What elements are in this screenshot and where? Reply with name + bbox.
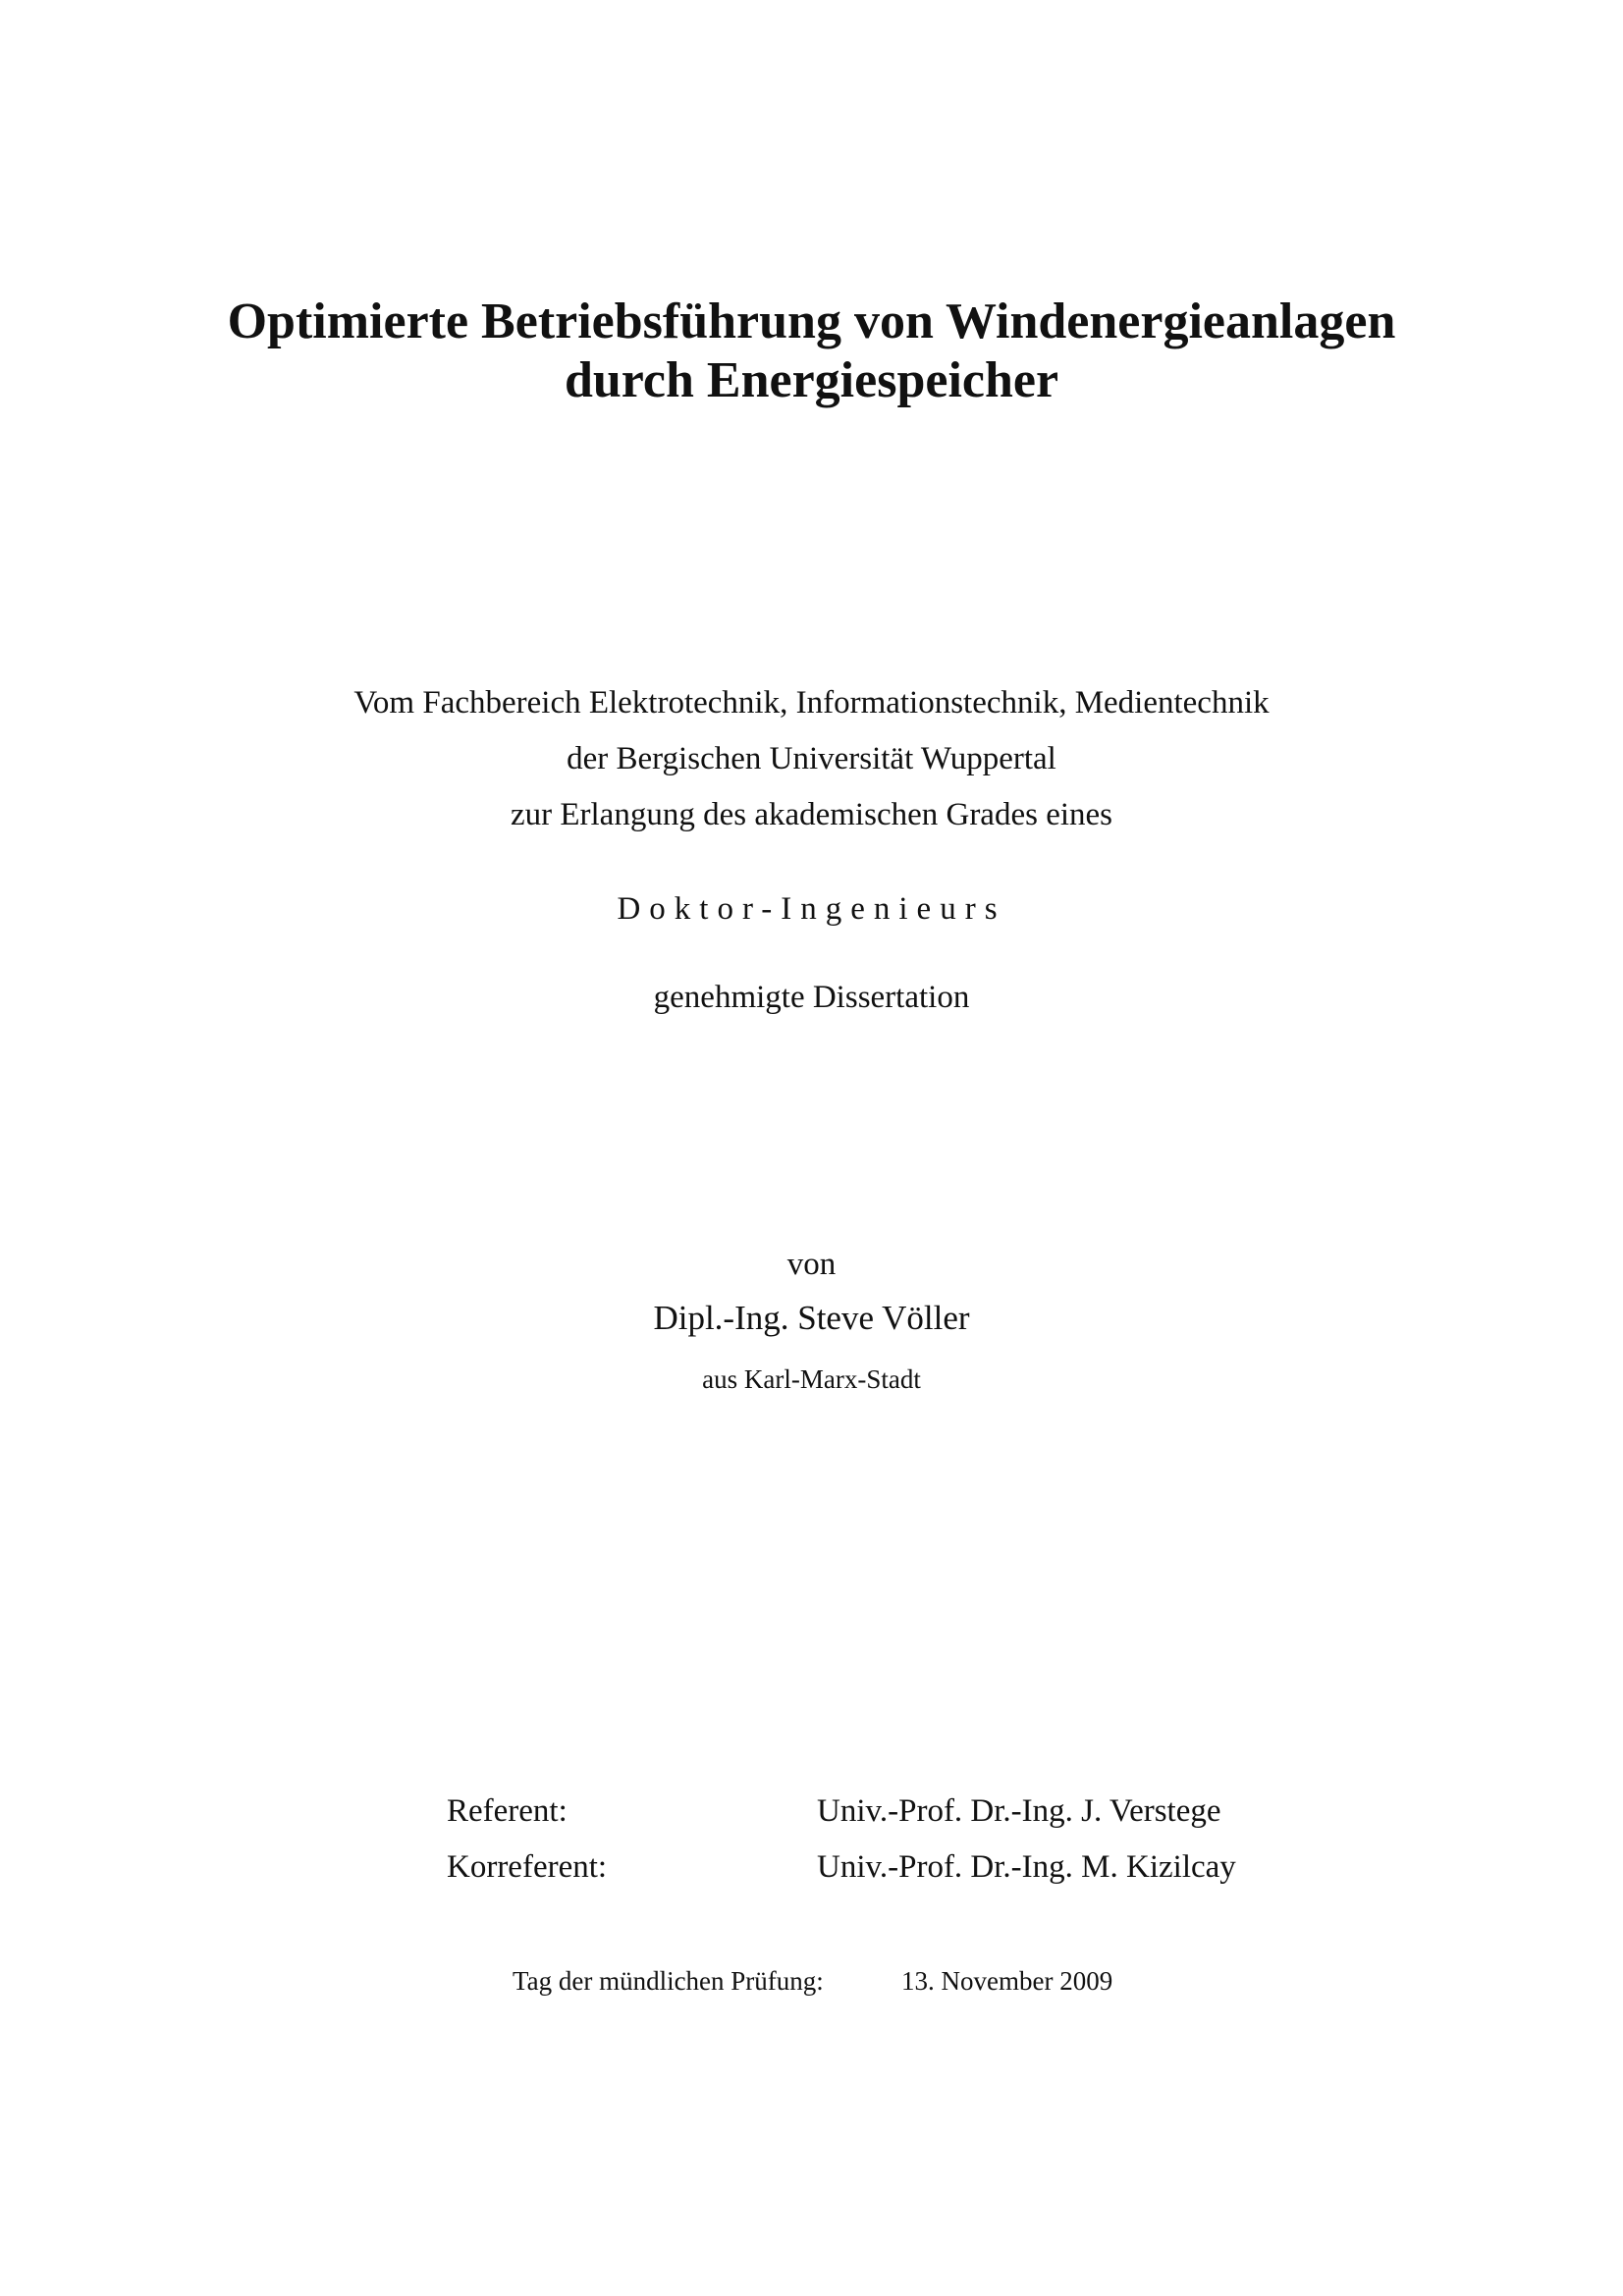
exam-date-value: 13. November 2009 <box>901 1966 1113 1996</box>
by-label: von <box>786 1247 837 1282</box>
title-line-2: durch Energiespeicher <box>564 352 1059 408</box>
referee-name: Univ.-Prof. Dr.-Ing. J. Verstege <box>817 1793 1221 1829</box>
intro-line-2: der Bergischen Universität Wuppertal <box>567 741 1056 776</box>
author-origin: aus Karl-Marx-Stadt <box>702 1364 921 1394</box>
approval-text: genehmigte Dissertation <box>653 980 970 1015</box>
intro-line-3: zur Erlangung des akademischen Grades eines <box>510 797 1112 832</box>
document-title <box>0 293 1623 410</box>
exam-date-label: Tag der mündlichen Prüfung: <box>513 1966 824 1996</box>
faculty-statement <box>0 675 1623 843</box>
co-referee-role: Korreferent: <box>447 1849 608 1885</box>
degree-name: Doktor-Ingenieurs <box>617 891 1006 927</box>
referee-role: Referent: <box>447 1793 568 1829</box>
title-line-1: Optimierte Betriebsführung von Windenergieanlagen <box>227 294 1396 349</box>
co-referee-name: Univ.-Prof. Dr.-Ing. M. Kizilcay <box>817 1849 1236 1885</box>
intro-line-1: Vom Fachbereich Elektrotechnik, Informationstechnik, Medientechnik <box>353 685 1270 721</box>
author-name: Dipl.-Ing. Steve Völler <box>653 1299 970 1337</box>
